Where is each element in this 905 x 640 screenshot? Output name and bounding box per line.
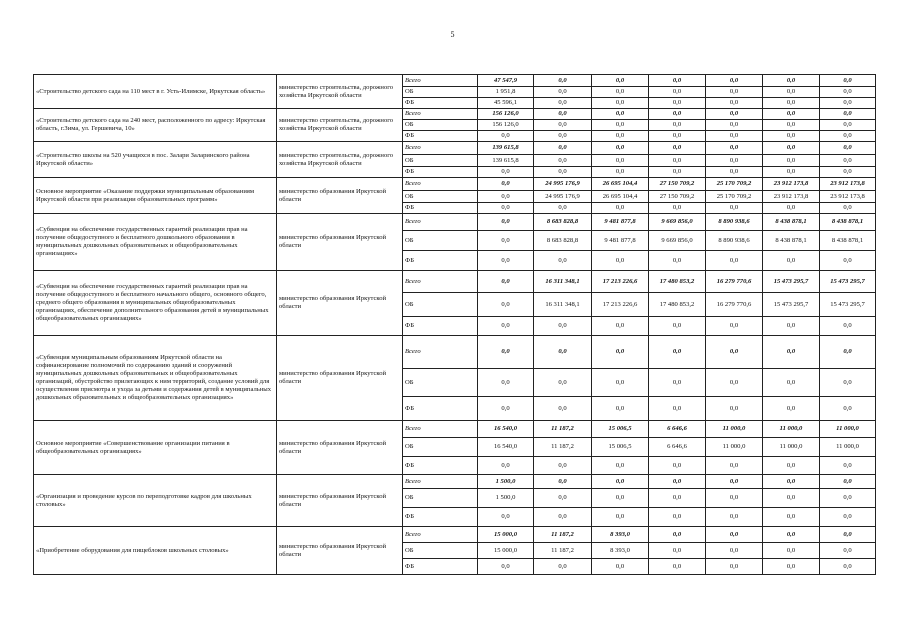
amount-cell: 11 000,0 xyxy=(820,421,876,438)
amount-cell: 0,0 xyxy=(763,489,820,508)
amount-cell: 0,0 xyxy=(534,559,592,575)
amount-cell: 0,0 xyxy=(649,543,706,559)
responsible-executor: министерство образования Иркутской области xyxy=(277,178,403,214)
amount-cell: 0,0 xyxy=(706,508,763,527)
amount-cell: 15 473 295,7 xyxy=(763,271,820,293)
amount-cell: 17 480 853,2 xyxy=(649,271,706,293)
amount-cell: 0,0 xyxy=(820,369,876,397)
amount-cell: 8 393,0 xyxy=(592,527,649,543)
amount-cell: 0,0 xyxy=(478,397,534,421)
amount-cell: 0,0 xyxy=(820,317,876,336)
amount-cell: 0,0 xyxy=(706,251,763,271)
amount-cell: 139 615,8 xyxy=(478,142,534,155)
activity-name: «Субвенция на обеспечение государственных гарантий реализации прав на получение общедоступного и бесплатного дошкольного образования в муниципальных дошкольных образовательных и общеобразовательных организациях» xyxy=(34,214,277,271)
amount-cell: 0,0 xyxy=(592,489,649,508)
amount-cell: 0,0 xyxy=(649,203,706,214)
amount-cell: 0,0 xyxy=(820,508,876,527)
amount-cell: 0,0 xyxy=(706,543,763,559)
funding-source: Всего xyxy=(403,214,478,231)
amount-cell: 0,0 xyxy=(706,369,763,397)
funding-source: ОБ xyxy=(403,120,478,131)
funding-source: ОБ xyxy=(403,489,478,508)
amount-cell: 0,0 xyxy=(706,475,763,489)
amount-cell: 8 438 878,1 xyxy=(820,231,876,251)
table-row xyxy=(34,421,876,438)
amount-cell: 11 187,2 xyxy=(534,543,592,559)
amount-cell: 11 000,0 xyxy=(763,438,820,457)
amount-cell: 11 187,2 xyxy=(534,527,592,543)
activity-name: «Субвенция муниципальным образованиям Иркутской области на софинансирование полномочий по содержанию зданий и сооружений муниципальных дошкольных образовательных и общеобразовательных организаций, обустройство прилегающих к ним территорий, создание условий для осуществления присмотра и ухода за детьми и содержания детей в муниципальных дошкольных образовательных и общеобразовательных организациях» xyxy=(34,336,277,421)
funding-source: ФБ xyxy=(403,98,478,109)
amount-cell: 139 615,8 xyxy=(478,155,534,167)
amount-cell: 0,0 xyxy=(592,317,649,336)
amount-cell: 156 126,0 xyxy=(478,120,534,131)
amount-cell: 16 540,0 xyxy=(478,421,534,438)
amount-cell: 8 890 938,6 xyxy=(706,231,763,251)
amount-cell: 0,0 xyxy=(820,167,876,178)
funding-source: ФБ xyxy=(403,397,478,421)
amount-cell: 0,0 xyxy=(820,336,876,369)
amount-cell: 156 126,0 xyxy=(478,109,534,120)
amount-cell: 0,0 xyxy=(478,457,534,475)
amount-cell: 0,0 xyxy=(649,75,706,87)
amount-cell: 0,0 xyxy=(763,203,820,214)
amount-cell: 0,0 xyxy=(706,167,763,178)
amount-cell: 0,0 xyxy=(649,142,706,155)
amount-cell: 0,0 xyxy=(763,527,820,543)
amount-cell: 0,0 xyxy=(763,457,820,475)
amount-cell: 0,0 xyxy=(763,397,820,421)
amount-cell: 0,0 xyxy=(592,98,649,109)
amount-cell: 0,0 xyxy=(763,142,820,155)
amount-cell: 0,0 xyxy=(706,142,763,155)
amount-cell: 0,0 xyxy=(534,475,592,489)
amount-cell: 0,0 xyxy=(820,397,876,421)
amount-cell: 9 669 856,0 xyxy=(649,214,706,231)
amount-cell: 8 683 828,8 xyxy=(534,214,592,231)
amount-cell: 15 000,0 xyxy=(478,527,534,543)
table-row xyxy=(34,271,876,293)
activity-name: «Строительство детского сада на 110 мест в г. Усть-Илимске, Иркутская область» xyxy=(34,75,277,109)
amount-cell: 0,0 xyxy=(592,167,649,178)
amount-cell: 0,0 xyxy=(763,155,820,167)
amount-cell: 0,0 xyxy=(706,397,763,421)
amount-cell: 0,0 xyxy=(763,317,820,336)
amount-cell: 1 500,0 xyxy=(478,489,534,508)
amount-cell: 0,0 xyxy=(592,369,649,397)
amount-cell: 0,0 xyxy=(649,336,706,369)
amount-cell: 0,0 xyxy=(478,293,534,317)
amount-cell: 11 000,0 xyxy=(820,438,876,457)
amount-cell: 0,0 xyxy=(592,475,649,489)
funding-source: ОБ xyxy=(403,155,478,167)
amount-cell: 16 311 348,1 xyxy=(534,271,592,293)
amount-cell: 45 596,1 xyxy=(478,98,534,109)
amount-cell: 0,0 xyxy=(706,527,763,543)
amount-cell: 0,0 xyxy=(478,231,534,251)
amount-cell: 0,0 xyxy=(478,369,534,397)
amount-cell: 0,0 xyxy=(706,155,763,167)
funding-source: Всего xyxy=(403,421,478,438)
amount-cell: 0,0 xyxy=(534,120,592,131)
activity-name: «Приобретение оборудования для пищеблоков школьных столовых» xyxy=(34,527,277,575)
amount-cell: 0,0 xyxy=(649,167,706,178)
responsible-executor: министерство строительства, дорожного хозяйства Иркутской области xyxy=(277,142,403,178)
table-row xyxy=(34,109,876,120)
amount-cell: 16 279 770,6 xyxy=(706,271,763,293)
amount-cell: 0,0 xyxy=(592,397,649,421)
amount-cell: 0,0 xyxy=(706,131,763,142)
budget-table xyxy=(33,74,876,575)
amount-cell: 17 213 226,6 xyxy=(592,271,649,293)
amount-cell: 16 279 770,6 xyxy=(706,293,763,317)
amount-cell: 0,0 xyxy=(820,543,876,559)
activity-name: «Строительство школы на 520 учащихся в пос. Залари Заларинского района Иркутской области» xyxy=(34,142,277,178)
amount-cell: 0,0 xyxy=(592,75,649,87)
amount-cell: 23 912 173,8 xyxy=(763,191,820,203)
amount-cell: 0,0 xyxy=(706,317,763,336)
funding-source: ФБ xyxy=(403,317,478,336)
amount-cell: 0,0 xyxy=(706,75,763,87)
activity-name: «Субвенция на обеспечение государственных гарантий реализации прав на получение общедоступного и бесплатного начального общего, основного общего, среднего общего образования в муниципальных общеобразовательных организациях, обеспечение дополнительного образования детей в муниципальных общеобразовательных организациях» xyxy=(34,271,277,336)
table-row xyxy=(34,142,876,155)
amount-cell: 0,0 xyxy=(478,559,534,575)
amount-cell: 0,0 xyxy=(820,559,876,575)
amount-cell: 0,0 xyxy=(649,317,706,336)
amount-cell: 0,0 xyxy=(763,87,820,98)
amount-cell: 0,0 xyxy=(706,457,763,475)
amount-cell: 8 393,0 xyxy=(592,543,649,559)
amount-cell: 11 187,2 xyxy=(534,421,592,438)
amount-cell: 0,0 xyxy=(820,109,876,120)
amount-cell: 0,0 xyxy=(649,131,706,142)
amount-cell: 11 000,0 xyxy=(706,438,763,457)
amount-cell: 16 311 348,1 xyxy=(534,293,592,317)
funding-source: ОБ xyxy=(403,438,478,457)
amount-cell: 11 000,0 xyxy=(763,421,820,438)
amount-cell: 0,0 xyxy=(820,203,876,214)
amount-cell: 0,0 xyxy=(649,489,706,508)
amount-cell: 0,0 xyxy=(478,214,534,231)
amount-cell: 15 473 295,7 xyxy=(763,293,820,317)
amount-cell: 0,0 xyxy=(534,369,592,397)
amount-cell: 23 912 173,8 xyxy=(820,178,876,191)
amount-cell: 0,0 xyxy=(592,155,649,167)
funding-source: ФБ xyxy=(403,131,478,142)
amount-cell: 0,0 xyxy=(592,203,649,214)
amount-cell: 9 481 877,8 xyxy=(592,231,649,251)
amount-cell: 0,0 xyxy=(763,543,820,559)
amount-cell: 0,0 xyxy=(592,251,649,271)
amount-cell: 0,0 xyxy=(706,203,763,214)
amount-cell: 25 170 709,2 xyxy=(706,178,763,191)
amount-cell: 47 547,9 xyxy=(478,75,534,87)
funding-source: ФБ xyxy=(403,457,478,475)
amount-cell: 0,0 xyxy=(534,336,592,369)
funding-source: Всего xyxy=(403,271,478,293)
amount-cell: 23 912 173,8 xyxy=(763,178,820,191)
amount-cell: 0,0 xyxy=(649,120,706,131)
funding-source: ФБ xyxy=(403,167,478,178)
amount-cell: 0,0 xyxy=(820,251,876,271)
funding-source: ОБ xyxy=(403,543,478,559)
amount-cell: 15 006,5 xyxy=(592,421,649,438)
table-row xyxy=(34,178,876,191)
amount-cell: 0,0 xyxy=(649,109,706,120)
amount-cell: 0,0 xyxy=(534,397,592,421)
funding-source: ФБ xyxy=(403,251,478,271)
amount-cell: 0,0 xyxy=(478,191,534,203)
amount-cell: 0,0 xyxy=(820,75,876,87)
amount-cell: 0,0 xyxy=(763,98,820,109)
amount-cell: 15 006,5 xyxy=(592,438,649,457)
amount-cell: 0,0 xyxy=(592,120,649,131)
amount-cell: 8 438 878,1 xyxy=(763,214,820,231)
amount-cell: 0,0 xyxy=(649,508,706,527)
funding-source: ОБ xyxy=(403,293,478,317)
amount-cell: 0,0 xyxy=(534,98,592,109)
amount-cell: 0,0 xyxy=(763,559,820,575)
amount-cell: 6 646,6 xyxy=(649,438,706,457)
amount-cell: 15 473 295,7 xyxy=(820,271,876,293)
amount-cell: 0,0 xyxy=(706,120,763,131)
amount-cell: 0,0 xyxy=(592,109,649,120)
amount-cell: 27 150 709,2 xyxy=(649,191,706,203)
amount-cell: 0,0 xyxy=(763,336,820,369)
amount-cell: 0,0 xyxy=(478,336,534,369)
amount-cell: 0,0 xyxy=(706,336,763,369)
amount-cell: 25 170 709,2 xyxy=(706,191,763,203)
amount-cell: 0,0 xyxy=(649,559,706,575)
responsible-executor: министерство образования Иркутской области xyxy=(277,214,403,271)
amount-cell: 0,0 xyxy=(534,203,592,214)
amount-cell: 24 995 176,9 xyxy=(534,178,592,191)
amount-cell: 0,0 xyxy=(820,527,876,543)
funding-source: Всего xyxy=(403,475,478,489)
amount-cell: 17 480 853,2 xyxy=(649,293,706,317)
amount-cell: 11 000,0 xyxy=(706,421,763,438)
amount-cell: 0,0 xyxy=(763,508,820,527)
page-number: 5 xyxy=(450,30,455,39)
amount-cell: 8 890 938,6 xyxy=(706,214,763,231)
activity-name: «Строительство детского сада на 240 мест, расположенного по адресу: Иркутская область, г.Зима, ул. Гершевича, 10» xyxy=(34,109,277,142)
amount-cell: 0,0 xyxy=(534,457,592,475)
amount-cell: 17 213 226,6 xyxy=(592,293,649,317)
activity-name: Основное мероприятие «Оказание поддержки муниципальным образованиям Иркутской области при реализации образовательных программ» xyxy=(34,178,277,214)
funding-source: ОБ xyxy=(403,231,478,251)
responsible-executor: министерство образования Иркутской области xyxy=(277,271,403,336)
responsible-executor: министерство строительства, дорожного хозяйства Иркутской области xyxy=(277,75,403,109)
amount-cell: 0,0 xyxy=(592,131,649,142)
amount-cell: 0,0 xyxy=(820,120,876,131)
amount-cell: 0,0 xyxy=(706,98,763,109)
responsible-executor: министерство образования Иркутской области xyxy=(277,421,403,475)
funding-source: Всего xyxy=(403,178,478,191)
amount-cell: 1 951,8 xyxy=(478,87,534,98)
funding-source: ФБ xyxy=(403,203,478,214)
amount-cell: 0,0 xyxy=(706,87,763,98)
amount-cell: 0,0 xyxy=(534,508,592,527)
responsible-executor: министерство образования Иркутской области xyxy=(277,336,403,421)
amount-cell: 0,0 xyxy=(592,336,649,369)
table-row xyxy=(34,336,876,369)
amount-cell: 26 695 104,4 xyxy=(592,191,649,203)
funding-source: ОБ xyxy=(403,369,478,397)
amount-cell: 0,0 xyxy=(820,131,876,142)
amount-cell: 0,0 xyxy=(534,75,592,87)
responsible-executor: министерство образования Иркутской области xyxy=(277,475,403,527)
funding-source: Всего xyxy=(403,75,478,87)
amount-cell: 0,0 xyxy=(534,131,592,142)
funding-source: ОБ xyxy=(403,87,478,98)
amount-cell: 0,0 xyxy=(534,251,592,271)
amount-cell: 0,0 xyxy=(478,178,534,191)
amount-cell: 0,0 xyxy=(820,475,876,489)
amount-cell: 0,0 xyxy=(763,75,820,87)
amount-cell: 0,0 xyxy=(763,369,820,397)
amount-cell: 0,0 xyxy=(820,87,876,98)
amount-cell: 0,0 xyxy=(649,155,706,167)
amount-cell: 0,0 xyxy=(478,131,534,142)
amount-cell: 0,0 xyxy=(763,109,820,120)
amount-cell: 0,0 xyxy=(592,559,649,575)
responsible-executor: министерство образования Иркутской области xyxy=(277,527,403,575)
amount-cell: 11 187,2 xyxy=(534,438,592,457)
amount-cell: 0,0 xyxy=(763,251,820,271)
amount-cell: 8 683 828,8 xyxy=(534,231,592,251)
amount-cell: 0,0 xyxy=(478,271,534,293)
amount-cell: 27 150 709,2 xyxy=(649,178,706,191)
responsible-executor: министерство строительства, дорожного хозяйства Иркутской области xyxy=(277,109,403,142)
amount-cell: 0,0 xyxy=(534,489,592,508)
amount-cell: 0,0 xyxy=(592,87,649,98)
funding-source: Всего xyxy=(403,336,478,369)
amount-cell: 0,0 xyxy=(706,109,763,120)
funding-source: ФБ xyxy=(403,559,478,575)
amount-cell: 16 540,0 xyxy=(478,438,534,457)
amount-cell: 0,0 xyxy=(534,317,592,336)
funding-source: Всего xyxy=(403,527,478,543)
amount-cell: 0,0 xyxy=(534,155,592,167)
amount-cell: 0,0 xyxy=(820,142,876,155)
amount-cell: 0,0 xyxy=(478,508,534,527)
amount-cell: 0,0 xyxy=(649,251,706,271)
amount-cell: 24 995 176,9 xyxy=(534,191,592,203)
funding-source: Всего xyxy=(403,142,478,155)
amount-cell: 0,0 xyxy=(820,98,876,109)
amount-cell: 0,0 xyxy=(592,142,649,155)
funding-source: ФБ xyxy=(403,508,478,527)
amount-cell: 0,0 xyxy=(649,475,706,489)
amount-cell: 6 646,6 xyxy=(649,421,706,438)
amount-cell: 0,0 xyxy=(534,167,592,178)
amount-cell: 15 000,0 xyxy=(478,543,534,559)
amount-cell: 0,0 xyxy=(649,87,706,98)
amount-cell: 9 481 877,8 xyxy=(592,214,649,231)
amount-cell: 0,0 xyxy=(534,109,592,120)
table-row xyxy=(34,475,876,489)
amount-cell: 8 438 878,1 xyxy=(820,214,876,231)
amount-cell: 0,0 xyxy=(820,457,876,475)
amount-cell: 0,0 xyxy=(478,251,534,271)
amount-cell: 0,0 xyxy=(763,475,820,489)
amount-cell: 0,0 xyxy=(649,457,706,475)
table-row xyxy=(34,527,876,543)
amount-cell: 0,0 xyxy=(478,203,534,214)
amount-cell: 23 912 173,8 xyxy=(820,191,876,203)
amount-cell: 0,0 xyxy=(649,397,706,421)
amount-cell: 0,0 xyxy=(706,559,763,575)
amount-cell: 0,0 xyxy=(478,317,534,336)
amount-cell: 0,0 xyxy=(820,155,876,167)
amount-cell: 0,0 xyxy=(649,527,706,543)
table-row xyxy=(34,75,876,87)
amount-cell: 9 669 856,0 xyxy=(649,231,706,251)
amount-cell: 0,0 xyxy=(534,87,592,98)
table-row xyxy=(34,214,876,231)
table-body xyxy=(34,75,876,575)
activity-name: Основное мероприятие «Совершенствование организации питания в общеобразовательных организациях» xyxy=(34,421,277,475)
funding-source: ОБ xyxy=(403,191,478,203)
amount-cell: 0,0 xyxy=(534,142,592,155)
activity-name: «Организация и проведение курсов по переподготовке кадров для школьных столовых» xyxy=(34,475,277,527)
amount-cell: 0,0 xyxy=(706,489,763,508)
amount-cell: 0,0 xyxy=(763,131,820,142)
amount-cell: 26 695 104,4 xyxy=(592,178,649,191)
amount-cell: 0,0 xyxy=(820,489,876,508)
amount-cell: 0,0 xyxy=(763,167,820,178)
amount-cell: 0,0 xyxy=(649,369,706,397)
funding-source: Всего xyxy=(403,109,478,120)
amount-cell: 0,0 xyxy=(592,457,649,475)
amount-cell: 0,0 xyxy=(649,98,706,109)
amount-cell: 1 500,0 xyxy=(478,475,534,489)
amount-cell: 0,0 xyxy=(592,508,649,527)
amount-cell: 0,0 xyxy=(763,120,820,131)
amount-cell: 8 438 878,1 xyxy=(763,231,820,251)
amount-cell: 0,0 xyxy=(478,167,534,178)
amount-cell: 15 473 295,7 xyxy=(820,293,876,317)
